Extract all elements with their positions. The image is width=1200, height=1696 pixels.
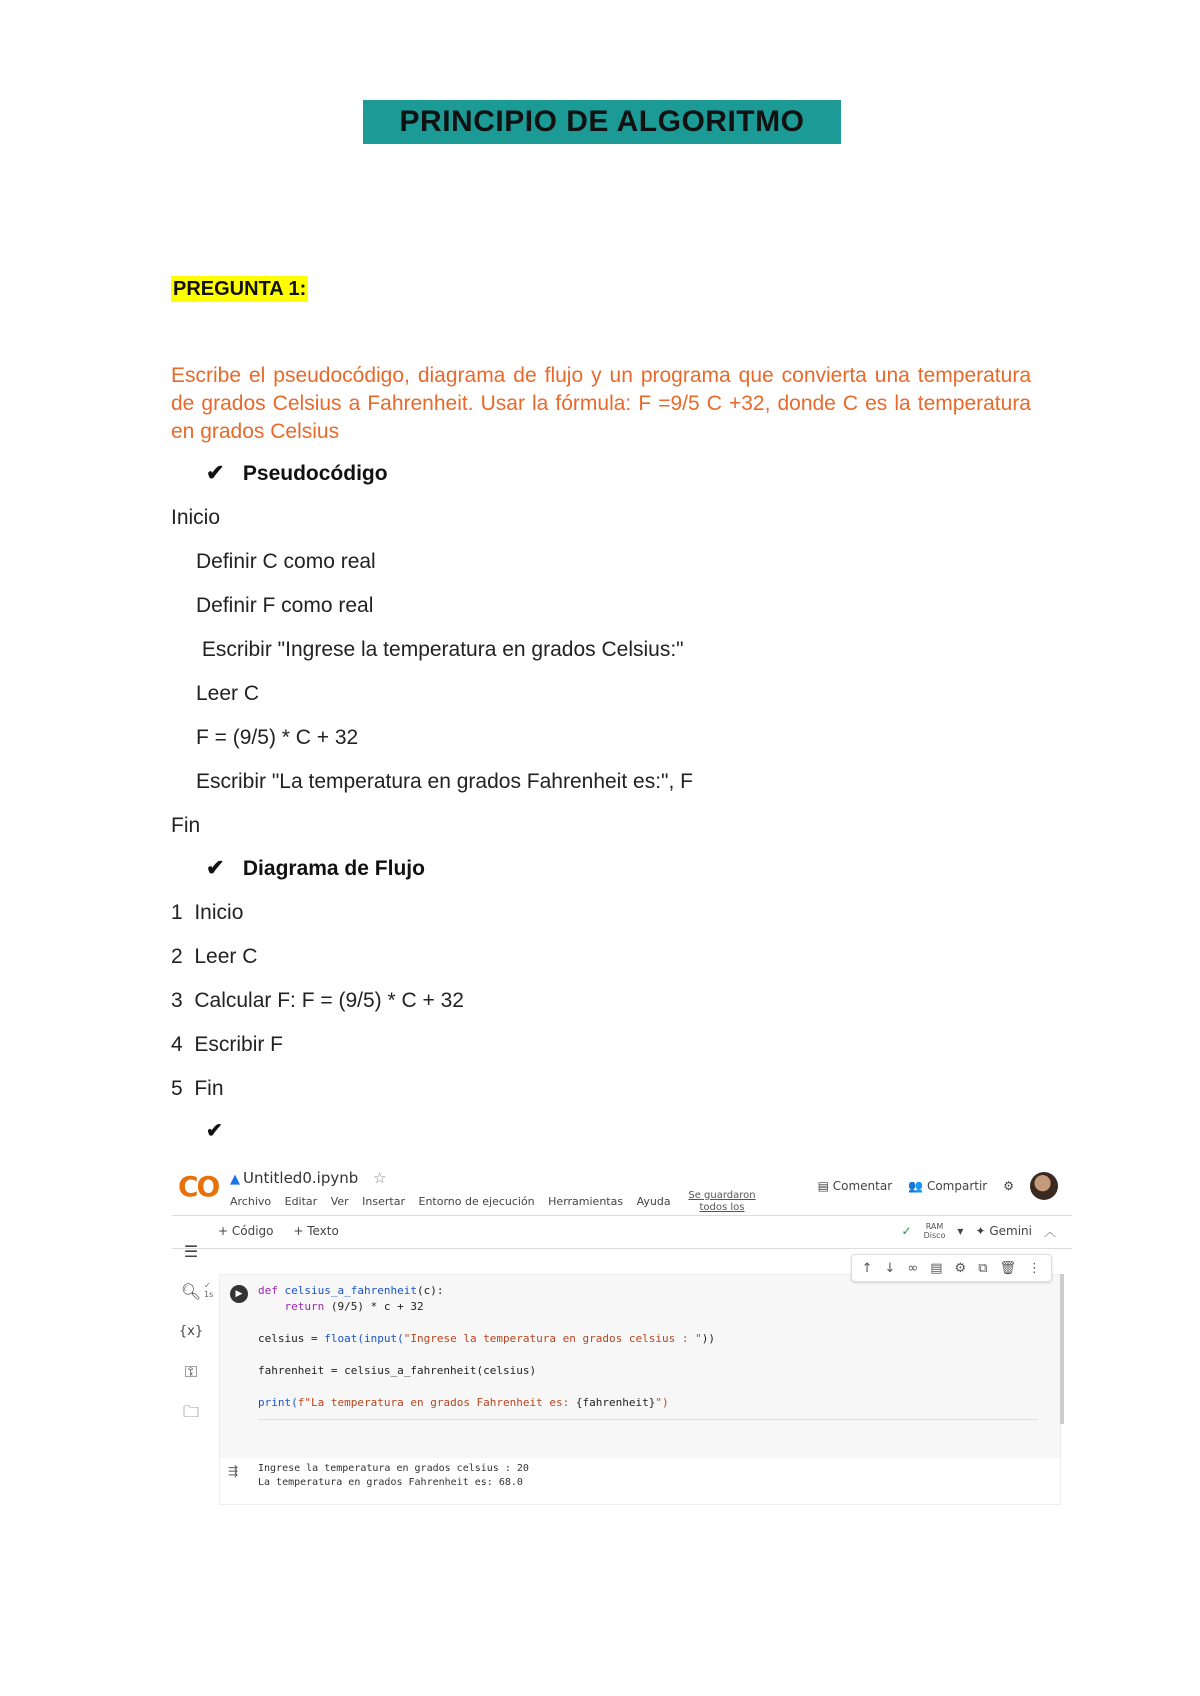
pseudo-line: F = (9/5) * C + 32	[196, 726, 359, 749]
flow-step: 5 Fin	[171, 1077, 224, 1100]
comment-icon: ▤	[817, 1179, 829, 1193]
menu-item[interactable]: Entorno de ejecución	[418, 1195, 535, 1208]
code-editor[interactable]: def celsius_a_fahrenheit(c): return (9/5) * c + 32 celsius = float(input("Ingrese la temperatura en grados celsius : ")) fahrenheit = celsius_a_fahrenheit(celsius) print(f"La temperatura en grados Fahrenheit es: {fahrenheit}")	[258, 1284, 715, 1409]
comment-button[interactable]: ▤ Comentar	[817, 1179, 893, 1193]
divider	[172, 1215, 1072, 1216]
menu-bar	[230, 1195, 681, 1208]
checkmark-icon: ✔	[206, 460, 225, 485]
menu-item[interactable]: Insertar	[362, 1195, 405, 1208]
divider	[172, 1248, 1072, 1249]
flow-step: 4 Escribir F	[171, 1033, 284, 1056]
menu-item[interactable]: Ayuda	[636, 1195, 671, 1208]
pseudo-line: Definir F como real	[196, 594, 374, 617]
checkmark-icon: ✔	[206, 1120, 223, 1142]
left-sidebar	[176, 1232, 206, 1432]
chevron-down-icon[interactable]: ▾	[957, 1224, 964, 1238]
gear-icon[interactable]: ⚙	[954, 1260, 967, 1276]
folder-icon[interactable]: 🗀	[182, 1402, 199, 1421]
drive-icon: ▲	[230, 1172, 240, 1187]
flow-heading	[206, 855, 425, 883]
menu-item[interactable]: Herramientas	[548, 1195, 624, 1208]
flow-step: 1 Inicio	[171, 901, 244, 924]
tab-icon[interactable]: ⧉	[978, 1260, 988, 1276]
link-icon[interactable]: ∞	[907, 1260, 919, 1276]
people-icon: 👥	[908, 1179, 924, 1193]
checkmark-icon: ✔	[206, 855, 225, 880]
colab-logo: CO	[178, 1170, 219, 1203]
search-icon[interactable]: 🔍︎	[180, 1282, 202, 1301]
connected-check-icon: ✓	[901, 1224, 912, 1238]
pseudo-line: Definir C como real	[196, 550, 376, 573]
flow-step: 2 Leer C	[171, 945, 258, 968]
cell-output	[219, 1458, 1061, 1505]
question-statement: Escribe el pseudocódigo, diagrama de flujo y un programa que convierta una temperatura de grados Celsius a Fahrenheit. Usar la fórmula: F =9/5 C +32, donde C es la temperatura en grados Celsius	[171, 364, 1031, 443]
page-title: PRINCIPIO DE ALGORITMO	[363, 100, 841, 144]
runtime-toolbar	[902, 1222, 1056, 1240]
menu-item[interactable]: Ver	[330, 1195, 349, 1208]
colab-screenshot	[172, 1160, 1072, 1488]
trash-icon[interactable]: 🗑	[999, 1260, 1016, 1276]
saved-status[interactable]: Se guardaron todos los	[688, 1190, 756, 1213]
more-icon[interactable]: ⋮	[1028, 1260, 1041, 1276]
code-cell[interactable]	[204, 1274, 1061, 1460]
cursor-line	[258, 1401, 1038, 1420]
output-text: Ingrese la temperatura en grados celsius : 20 La temperatura en grados Fahrenheit es: 68.0	[258, 1463, 529, 1488]
pseudo-line: Escribir "Ingrese la temperatura en grados Celsius:"	[196, 638, 684, 661]
menu-item[interactable]: Editar	[284, 1195, 318, 1208]
add-code-button[interactable]: + Código	[218, 1224, 274, 1238]
top-actions	[818, 1172, 1058, 1200]
variables-icon[interactable]: {x}	[178, 1324, 204, 1339]
comment-icon[interactable]: ▤	[930, 1260, 943, 1276]
add-text-button[interactable]: + Texto	[293, 1224, 339, 1238]
scrollbar[interactable]	[1060, 1274, 1064, 1424]
arrow-up-icon[interactable]: ↑	[861, 1260, 873, 1276]
cell-add-toolbar	[218, 1224, 355, 1238]
chevron-up-icon[interactable]: ︿	[1043, 1224, 1056, 1239]
toc-icon[interactable]: ☰	[183, 1242, 199, 1261]
pseudo-line: Escribir "La temperatura en grados Fahrenheit es:", F	[196, 770, 693, 793]
output-icon[interactable]: ⇶	[228, 1464, 239, 1478]
pseudocode-title: Pseudocódigo	[242, 462, 388, 485]
share-button[interactable]: 👥 Compartir	[908, 1179, 988, 1193]
notebook-name[interactable]: ▲ Untitled0.ipynb ☆	[230, 1169, 387, 1187]
pseudocode-heading	[206, 460, 388, 488]
gear-icon[interactable]: ⚙	[1003, 1179, 1014, 1193]
cell-toolbar	[851, 1254, 1052, 1282]
menu-item[interactable]: Archivo	[230, 1195, 272, 1208]
run-icon[interactable]: ▶	[230, 1285, 248, 1303]
resource-indicator[interactable]: RAM Disco	[923, 1222, 946, 1240]
gemini-button[interactable]: ✦ Gemini	[975, 1224, 1032, 1238]
avatar[interactable]	[1030, 1172, 1058, 1200]
star-icon[interactable]: ☆	[373, 1169, 387, 1187]
question-label: PREGUNTA 1:	[173, 278, 307, 300]
arrow-down-icon[interactable]: ↓	[884, 1260, 896, 1276]
flow-step: 3 Calcular F: F = (9/5) * C + 32	[171, 989, 464, 1012]
flow-title: Diagrama de Flujo	[242, 857, 425, 880]
exec-status: ✓ 1s	[204, 1281, 214, 1299]
key-icon[interactable]: ⚿	[184, 1362, 198, 1381]
pseudo-line: Inicio	[171, 506, 221, 529]
pseudo-line: Leer C	[196, 682, 260, 705]
pseudo-line: Fin	[171, 814, 201, 837]
